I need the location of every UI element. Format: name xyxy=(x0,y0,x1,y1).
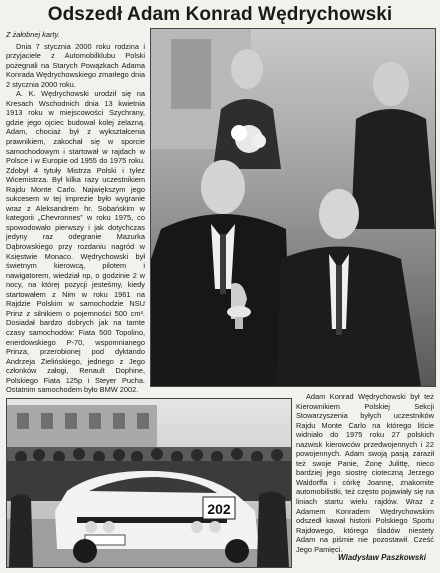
closing-paragraph: Adam Konrad Wędrychowski był też Kierownikiem Polskiej Sekcji Stowarzyszenia byłych uczestników Rajdu Monte Carlo na którego liście widniało do 1975 roku 27 polskich nazwisk kierowców przedwojennych i 22 powojennych. Adam swoją pasją zaraził też swoje Panie, Żonę Julittę, nieco bardziej jego siostrę cioteczną Jerzego Waldorffa i córkę Joannę, znakomite automobilistki, też często pojawiały się na liniach startu wielu rajdów. Wraz z Adamem Konradem Wędrychowskim odszedł kawał historii Polskiego Sportu Rajdowego, którego śladów niestety Adam na piśmie nie pozostawił. Cześć Jego Pamięci. xyxy=(296,392,434,554)
rally-car-photo-icon xyxy=(7,399,291,567)
award-ceremony-photo-icon xyxy=(151,29,435,386)
intro-paragraph: Dnia 7 stycznia 2000 roku rodzina i przyjaciele z Automobilklubu Polski pożegnali na Starych Powązkach Adama Konrada Wędrychowskiego zmarłego dnia 2 stycznia 2000 roku. xyxy=(6,41,145,89)
right-text-column xyxy=(296,392,434,554)
car-number-label: 202 xyxy=(207,501,231,517)
award-ceremony-photo xyxy=(150,28,436,387)
author-signature: Wladysław Paszkowski xyxy=(337,553,426,562)
left-text-column xyxy=(6,30,145,396)
biography-paragraph: A. K. Wędrychowski urodził się na Kresach Wschodnich dnia 13 kwietnia 1913 roku w miejscowości Szychrany, gdzie jego ojciec budował kolej żelazną. Adam, chociaż był z wykształcenia prawnikiem, zakochał się w sporcie samochodowym i startował w rajdach w Polsce i w Europie od 1955 do 1975 roku. Zdobył 4 tytuły Mistrza Polski i tylez Wicemistrza. Był kilka razy uczestnikiem Rajdu Monte Carlo. Największym jego sukcesem w tej imprezie było wygranie wraz z Aleksandrem hr. Sobańskim w kategorii „Chevronnes” w roku 1975, co spowodowało pierwszy i jak dotychczas jedyny raz odegranie Mazurka Dąbrowskiego przy rozdaniu nagród w Księstwie Monaco. Wędrychowski był świetnym kierowcą, pilotem i nawigatorem, wiedział np, o godzinie 2 w nocy, na której pozycji jesteśmy, kiedy startowałem z Nim w roku 1961 na Rajdzie Polskim w samochodzie NSU Prinz z silnikiem o pojemności 500 cm³. Dosiadał bardzo dobrych jak na tamte czasy samochodów: Fiata 500 Topolino, enerdowskiego P-70, wspomnianego Prinza, przerobionej pod dyktando Andrzeja Zielińskiego, jednego z Jego członków załogi, Renault Dophine, Polskiego Fiata 125p i Steyer Pucha. Ostatnim samochodem było BMW 2002. xyxy=(6,89,145,395)
rally-car-photo xyxy=(6,398,292,568)
attribution-line: Z żałobnej karty. xyxy=(6,30,60,39)
article-title: Odszedł Adam Konrad Wędrychowski xyxy=(47,4,393,25)
